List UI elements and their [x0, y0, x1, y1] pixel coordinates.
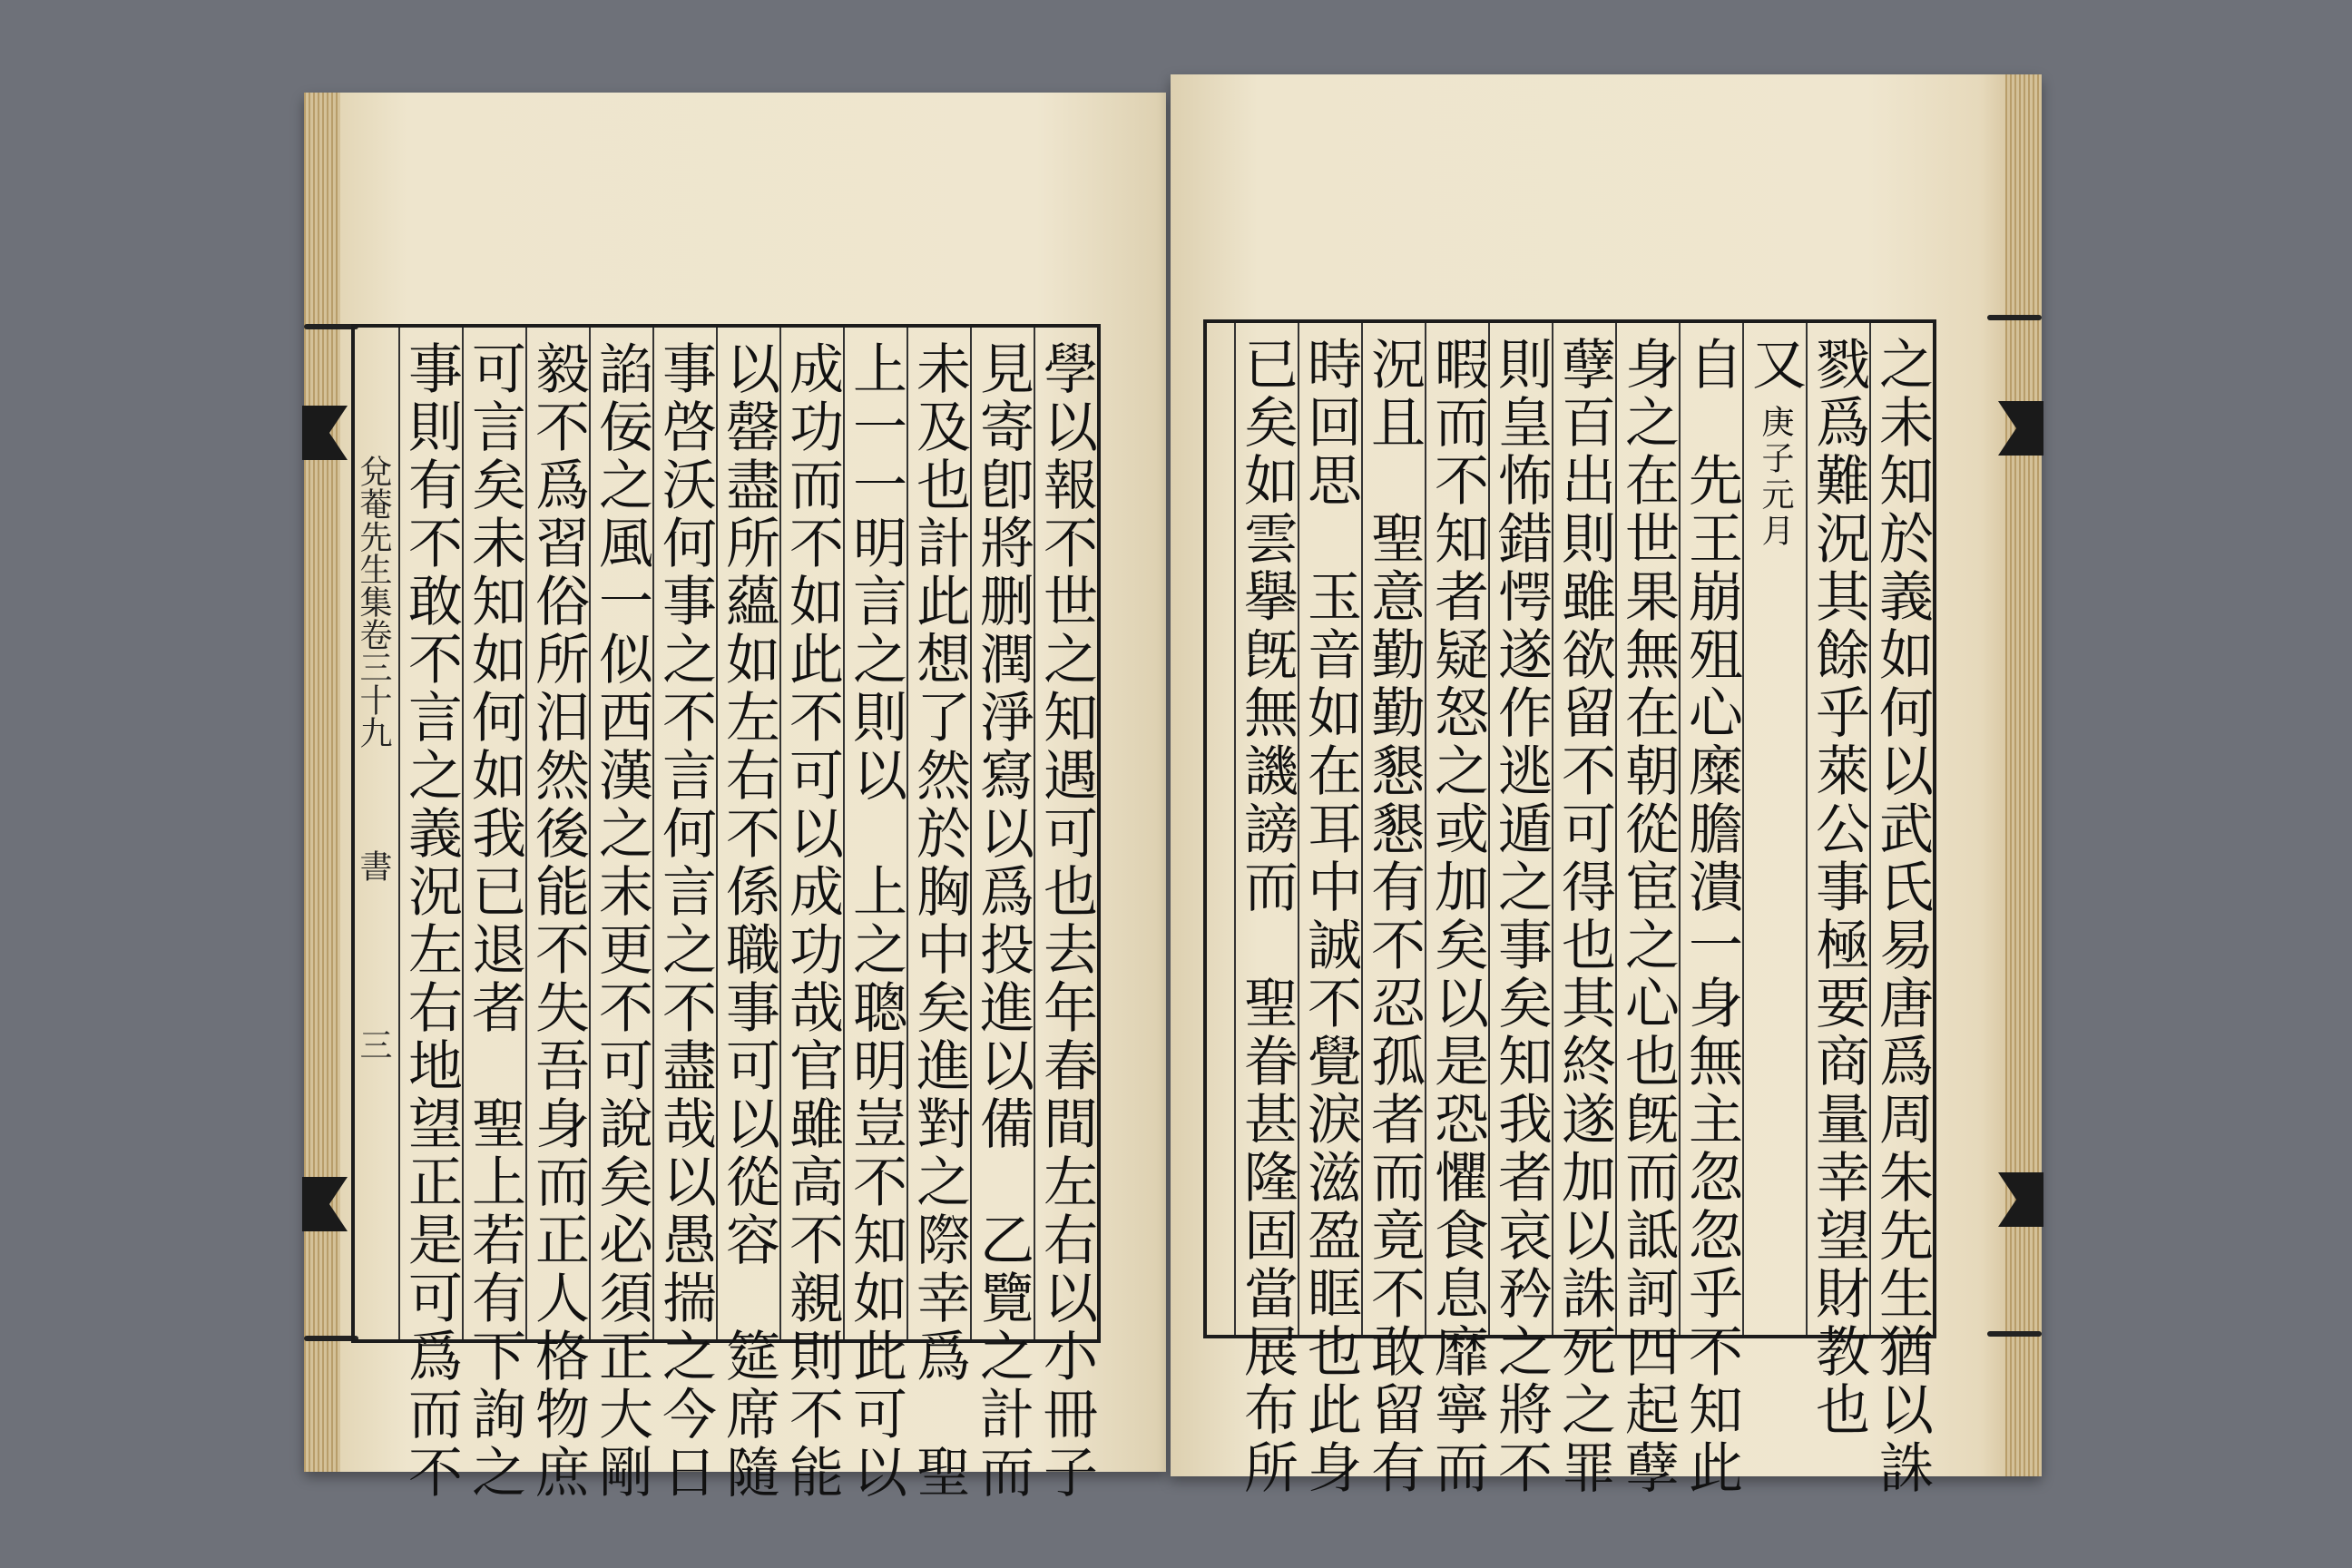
- binding-thread: [1987, 315, 2042, 320]
- text-column-heading: [1742, 323, 1806, 1335]
- text-column: 之未知於義如何以武氏易唐爲周朱先生猶以誅: [1869, 323, 1933, 1335]
- fishtail-mark-top: [302, 406, 348, 460]
- text-column: 暇而不知者疑怒之或加矣以是恐懼食息靡寧而: [1425, 323, 1488, 1335]
- text-frame-right: [1203, 319, 1936, 1497]
- text-column: 成功而不如此不可以成功哉官雖高不親則不能: [779, 328, 843, 1339]
- date-note: 庚子元月: [1757, 405, 1794, 550]
- text-column: 見寄卽將删潤淨寫以爲投進以備 乙覽之計而: [970, 328, 1034, 1339]
- section-label: 書: [355, 849, 392, 882]
- text-column: 況且 聖意勤勤懇懇有不忍孤者而竟不敢留有: [1361, 323, 1425, 1335]
- text-column: 毅不爲習俗所汨然後能不失吾身而正人格物庶: [525, 328, 589, 1339]
- collection-title: 兌菴先生集卷三十九: [355, 455, 392, 749]
- letter-heading: 又: [1743, 336, 1807, 394]
- fishtail-mark-bottom: [302, 1177, 348, 1231]
- text-column: 孽百出則雖欲留不可得也其終遂加以誅死之罪: [1552, 323, 1615, 1335]
- binding-thread: [304, 1336, 358, 1341]
- open-book: [304, 74, 2042, 1502]
- text-column: 未及也計此想了然於胸中矣進對之際幸爲 聖: [906, 328, 970, 1339]
- page-edge-left: [304, 93, 340, 1472]
- page-number: 三: [355, 1028, 392, 1061]
- text-column: 以罄盡所蘊如左右不係職事可以從容 筵席隨: [716, 328, 779, 1339]
- text-column: 已矣如雲擧旣無譏謗而 聖眷甚隆固當展布所: [1234, 323, 1298, 1335]
- left-page: [304, 93, 1166, 1502]
- text-column: 事啓沃何事之不言何言之不盡哉以愚揣之今日: [652, 328, 716, 1339]
- text-column: 戮爲難況其餘乎萊公事極要商量幸望財教也: [1806, 323, 1869, 1335]
- text-frame-left: [351, 324, 1101, 1502]
- right-page: [1171, 74, 2042, 1497]
- page-edge-right: [2005, 74, 2042, 1476]
- text-column: 學以報不世之知遇可也去年春間左右以小冊子: [1034, 328, 1097, 1339]
- text-column: 時回思 玉音如在耳中誠不覺淚滋盈眶也此身: [1298, 323, 1361, 1335]
- text-column: 上一一明言之則以 上之聰明豈不知如此可以: [843, 328, 906, 1339]
- text-column: 事則有不敢不言之義況左右地望正是可爲而不: [398, 328, 462, 1339]
- text-column: 身之在世果無在朝從宦之心也旣而詆訶四起孽: [1615, 323, 1679, 1335]
- text-column: 自 先王崩殂心糜膽潰一身無主忽忽乎不知此: [1679, 323, 1742, 1335]
- binding-thread: [1987, 1331, 2042, 1337]
- text-column: 則皇怖錯愕遂作逃遁之事矣知我者哀矜之將不: [1488, 323, 1552, 1335]
- text-column: 諂佞之風一似西漢之末更不可說矣必須正大剛: [589, 328, 652, 1339]
- page-gutter: [351, 328, 397, 1339]
- binding-thread: [304, 324, 358, 329]
- text-column: 可言矣未知如何如我已退者 聖上若有下詢之: [462, 328, 525, 1339]
